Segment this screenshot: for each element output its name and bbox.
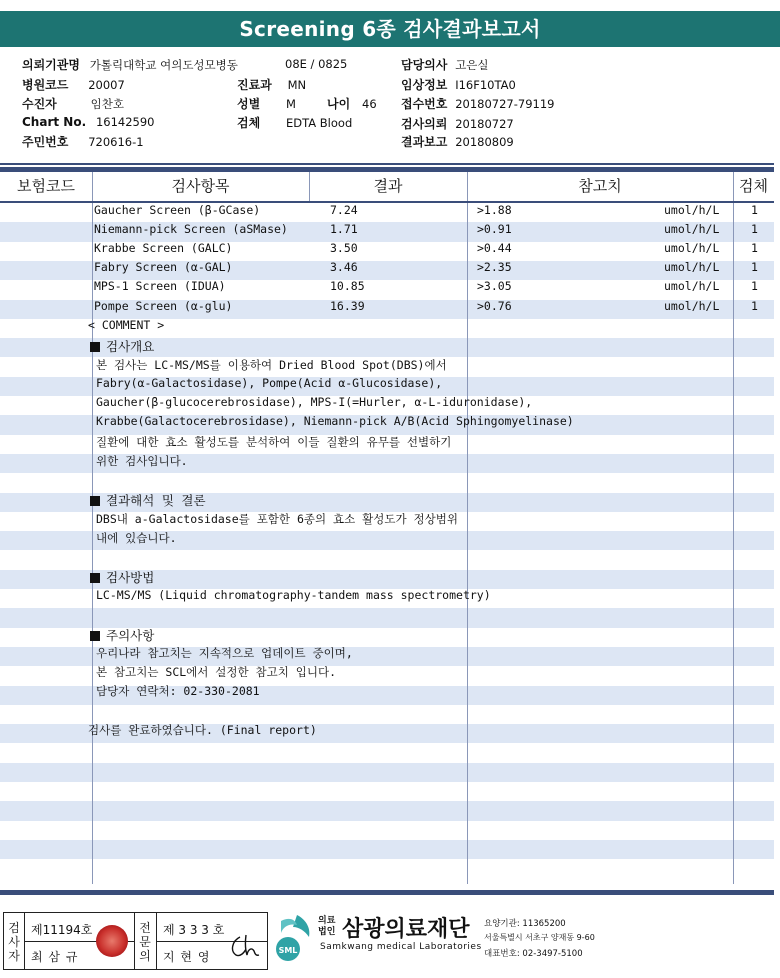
dept-value: MN: [287, 78, 307, 92]
result-value: 16.39: [330, 299, 365, 313]
result-reference: >1.88: [477, 203, 512, 217]
result-item: Krabbe Screen (GALC): [94, 241, 233, 255]
age-row: [327, 95, 377, 112]
clinical-value: I16F10TA0: [455, 78, 516, 92]
header-reference: 참고치: [578, 177, 622, 195]
result-item: Pompe Screen (α-glu): [94, 299, 233, 313]
result-value: 1.71: [330, 222, 358, 236]
result-specimen: 1: [751, 279, 758, 293]
receipt-value: 20180727-79119: [455, 97, 555, 111]
doctor-label: 담당의사: [401, 58, 448, 72]
org-phone: 대표번호: 02-3497-5100: [484, 949, 583, 959]
comment-line: 본 참고치는 SCL에서 설정한 참고치 입니다.: [96, 665, 337, 679]
patient-value: 임찬호: [90, 97, 124, 111]
comment-line: 내에 있습니다.: [96, 531, 177, 545]
org-code: 요양기관: 11365200: [484, 919, 566, 929]
org-type: 의료 법인: [318, 916, 336, 937]
col-divider: [467, 172, 468, 884]
ssn-label: 주민번호: [22, 135, 69, 149]
section-overview-title: 검사개요: [90, 337, 154, 355]
result-reference: >0.44: [477, 241, 512, 255]
code-label: 병원코드: [22, 78, 69, 92]
report-title: Screening 6종 검사결과보고서: [0, 11, 780, 47]
comment-header: < COMMENT >: [88, 318, 165, 332]
approver-label: 전문의: [139, 921, 151, 963]
comment-line: 담당자 연락처: 02-330-2081: [96, 684, 260, 698]
code-row: [22, 76, 125, 93]
receipt-row: [401, 95, 554, 112]
result-item: MPS-1 Screen (IDUA): [94, 279, 226, 293]
receipt-label: 접수번호: [401, 97, 448, 111]
header-specimen: 검체: [739, 177, 768, 195]
comment-line: DBS내 a-Galactosidase를 포함한 6종의 효소 활성도가 정상범위: [96, 512, 458, 526]
org-address: 서울특별시 서초구 양재동 9-60: [484, 933, 595, 942]
final-report-note: 검사를 완료하였습니다. (Final report): [88, 723, 317, 737]
result-specimen: 1: [751, 241, 758, 255]
ward-value: 08E / 0825: [285, 57, 348, 71]
age-label: 나이: [327, 97, 351, 111]
patient-label: 수진자: [22, 97, 57, 111]
header-result: 결과: [373, 177, 403, 195]
result-specimen: 1: [751, 260, 758, 274]
doctor-value: 고은실: [455, 58, 489, 72]
clinical-label: 임상정보: [401, 78, 448, 92]
result-unit: umol/h/L: [664, 222, 720, 236]
result-item: Fabry Screen (α-GAL): [94, 260, 233, 274]
result-specimen: 1: [751, 203, 758, 217]
result-item: Niemann-pick Screen (aSMase): [94, 222, 288, 236]
col-divider: [733, 172, 734, 884]
sex-row: [237, 95, 296, 112]
report-value: 20180809: [455, 135, 514, 149]
section-caution-title: 주의사항: [90, 626, 154, 644]
bullet-square-icon: [90, 631, 100, 641]
result-value: 7.24: [330, 203, 358, 217]
sex-value: M: [286, 97, 296, 111]
result-reference: >3.05: [477, 279, 512, 293]
ssn-value: 720616-1: [88, 135, 144, 149]
result-specimen: 1: [751, 222, 758, 236]
bullet-square-icon: [90, 342, 100, 352]
header-insurance-code: 보험코드: [17, 177, 75, 195]
patient-row: [22, 95, 124, 112]
section-method-title: 검사방법: [90, 568, 154, 586]
result-unit: umol/h/L: [664, 203, 720, 217]
svg-text:SML: SML: [278, 946, 298, 955]
ssn-row: [22, 133, 144, 150]
signature-box: [3, 912, 268, 970]
sml-logo-icon: [271, 913, 315, 963]
comment-line: Fabry(α-Galactosidase), Pompe(Acid α-Glucosidase),: [96, 376, 443, 390]
org-english-name: Samkwang medical Laboratories: [320, 942, 482, 952]
bottom-rule: [0, 890, 774, 895]
specimen-value: EDTA Blood: [286, 116, 353, 130]
comment-line: Krabbe(Galactocerebrosidase), Niemann-pick A/B(Acid Sphingomyelinase): [96, 414, 574, 428]
result-reference: >0.76: [477, 299, 512, 313]
result-value: 10.85: [330, 279, 365, 293]
sex-label: 성별: [237, 97, 261, 111]
request-label: 검사의뢰: [401, 117, 448, 131]
comment-line: Gaucher(β-glucocerebrosidase), MPS-I(=Hurler, α-L-iduronidase),: [96, 395, 533, 409]
result-unit: umol/h/L: [664, 279, 720, 293]
row-stripe: [0, 840, 774, 859]
clinical-row: [401, 76, 516, 93]
top-rule: [0, 163, 774, 165]
code-value: 20007: [88, 78, 125, 92]
report-row: [401, 133, 514, 150]
dept-row: [237, 76, 306, 93]
row-stripe: [0, 801, 774, 820]
header-test-item: 검사항목: [171, 177, 230, 195]
request-value: 20180727: [455, 117, 514, 131]
specimen-row: [237, 114, 352, 131]
results-table: [0, 172, 774, 890]
report-label: 결과보고: [401, 135, 448, 149]
org-logo: [271, 913, 315, 967]
section-conclusion-title: 결과해석 및 결론: [90, 491, 206, 509]
specimen-label: 검체: [237, 116, 261, 130]
comment-line: 본 검사는 LC-MS/MS를 이용하여 Dried Blood Spot(DBS)에서: [96, 358, 447, 372]
result-reference: >2.35: [477, 260, 512, 274]
comment-line: 위한 검사입니다.: [96, 454, 188, 468]
bullet-square-icon: [90, 573, 100, 583]
col-divider: [92, 172, 93, 884]
institution-row: [22, 56, 238, 73]
age-value: 46: [362, 97, 377, 111]
tester-seal-icon: [96, 925, 128, 957]
row-stripe: [0, 763, 774, 782]
result-item: Gaucher Screen (β-GCase): [94, 203, 261, 217]
result-unit: umol/h/L: [664, 299, 720, 313]
comment-line: LC-MS/MS (Liquid chromatography-tandem mass spectrometry): [96, 588, 491, 602]
tester-number: 제11194호: [31, 923, 93, 937]
result-value: 3.50: [330, 241, 358, 255]
result-reference: >0.91: [477, 222, 512, 236]
comment-line: 질환에 대한 효소 활성도를 분석하여 이들 질환의 유무를 선별하기: [96, 435, 452, 449]
approver-signature-icon: [226, 931, 262, 961]
tester-name: 최 삼 규: [31, 950, 79, 964]
result-unit: umol/h/L: [664, 260, 720, 274]
tester-label: 검사자: [8, 921, 20, 963]
chart-row: [22, 115, 155, 129]
dept-label: 진료과: [237, 78, 272, 92]
approver-name: 지 현 영: [163, 950, 211, 964]
request-row: [401, 115, 514, 132]
comment-line: 우리나라 참고치는 지속적으로 업데이트 중이며,: [96, 646, 353, 660]
result-unit: umol/h/L: [664, 241, 720, 255]
result-value: 3.46: [330, 260, 358, 274]
institution-label: 의뢰기관명: [22, 58, 80, 72]
approver-number: 제 3 3 3 호: [163, 923, 225, 937]
org-name: 삼광의료재단: [342, 917, 470, 942]
institution-value: 가톨릭대학교 여의도성모병동: [89, 58, 238, 72]
chart-value: 16142590: [95, 115, 155, 129]
chart-label: Chart No.: [22, 115, 87, 129]
result-specimen: 1: [751, 299, 758, 313]
row-stripe: [0, 608, 774, 627]
doctor-row: [401, 56, 489, 73]
bullet-square-icon: [90, 496, 100, 506]
